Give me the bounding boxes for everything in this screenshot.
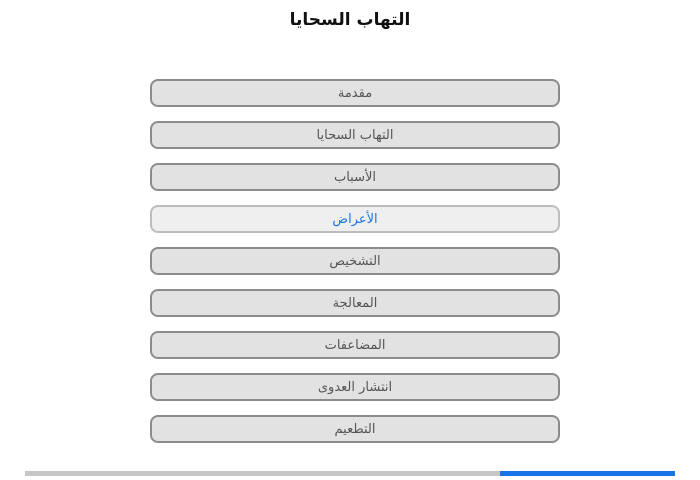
progress-bar bbox=[25, 471, 675, 476]
menu-item-symptoms[interactable]: الأعراض bbox=[150, 205, 560, 233]
menu-item-diagnosis[interactable]: التشخيص bbox=[150, 247, 560, 275]
menu-item-causes[interactable]: الأسباب bbox=[150, 163, 560, 191]
progress-bar-fill bbox=[500, 471, 676, 476]
menu-item-treatment[interactable]: المعالجة bbox=[150, 289, 560, 317]
menu-item-introduction[interactable]: مقدمة bbox=[150, 79, 560, 107]
menu-item-meningitis[interactable]: التهاب السحايا bbox=[150, 121, 560, 149]
page-title: التهاب السحايا bbox=[289, 10, 411, 30]
menu-item-transmission[interactable]: انتشار العدوى bbox=[150, 373, 560, 401]
menu-item-vaccination[interactable]: التطعيم bbox=[150, 415, 560, 443]
menu-item-complications[interactable]: المضاعفات bbox=[150, 331, 560, 359]
topic-menu bbox=[150, 79, 560, 457]
